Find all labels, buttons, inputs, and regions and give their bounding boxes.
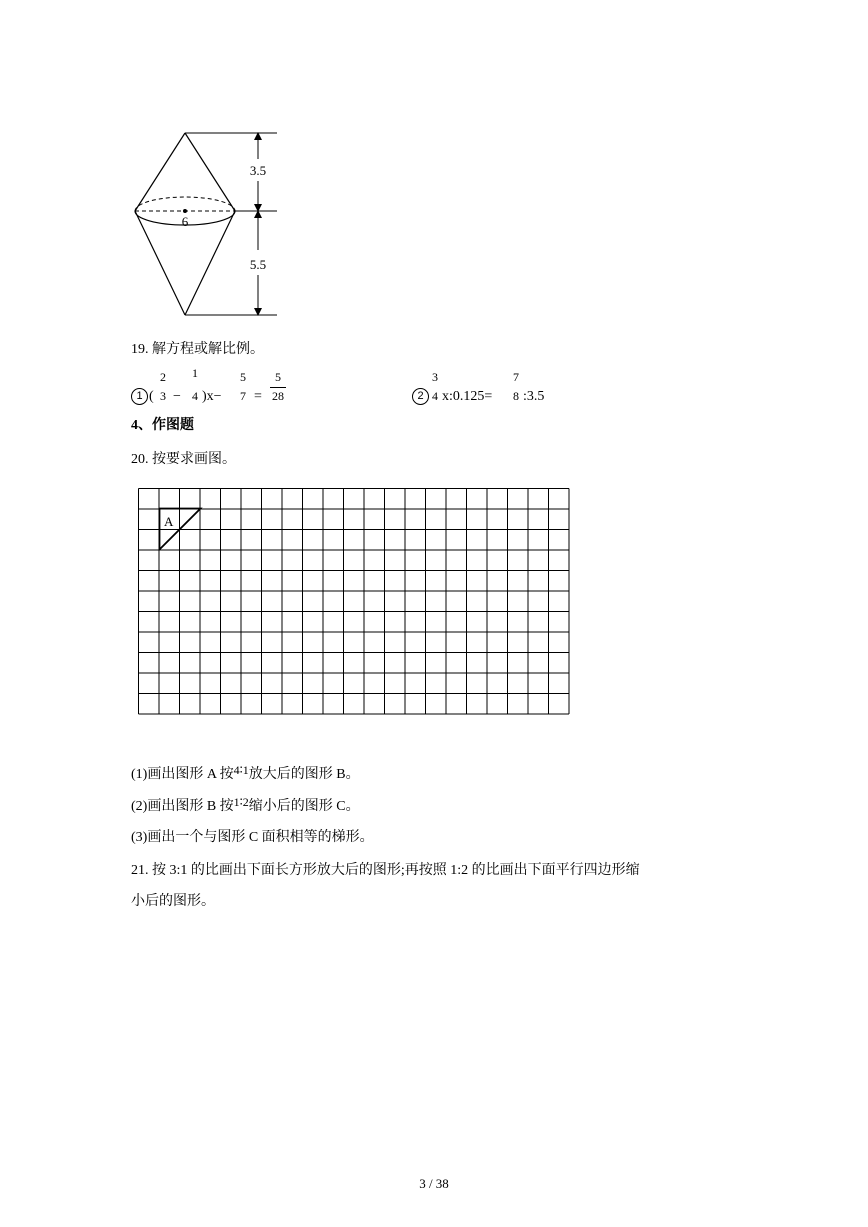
cone-edge <box>135 211 185 315</box>
center-point <box>183 209 187 213</box>
fraction-numerator: 5 <box>240 370 246 384</box>
paren-close-x-minus: )x− <box>202 389 222 404</box>
fraction-numerator: 7 <box>513 370 519 384</box>
section-4-title: 4、作图题 <box>131 418 194 433</box>
bottom-height-label: 5.5 <box>249 257 267 272</box>
diameter-label: 6 <box>181 214 189 229</box>
q20-title: 20. 按要求画图。 <box>131 452 236 467</box>
fraction-denominator: 7 <box>240 389 246 403</box>
fraction-denominator: 3 <box>160 389 166 403</box>
fraction-denominator: 8 <box>513 389 519 403</box>
ratio-middle: x:0.125= <box>442 389 493 404</box>
grid-lines <box>139 489 570 715</box>
q20-item-3-text: (3)画出一个与图形 C 面积相等的梯形。 <box>131 830 374 845</box>
q19-equation-2 <box>412 366 582 410</box>
q20-item-3 <box>131 829 374 847</box>
shape-a-label: A <box>164 514 174 529</box>
fraction-numerator: 1 <box>192 366 198 380</box>
q20-item-2 <box>131 797 360 816</box>
fraction-numerator: 2 <box>160 370 166 384</box>
double-cone-figure <box>125 125 285 325</box>
fraction-bar <box>270 387 286 388</box>
circled-number: 1 <box>131 388 148 405</box>
fraction-denominator: 4 <box>432 389 438 403</box>
ratio-tail: :3.5 <box>523 389 545 404</box>
q20-item-1-ratio: 4∶1 <box>233 763 249 777</box>
top-height-label: 3.5 <box>249 163 267 178</box>
q21-line-2: 小后的图形。 <box>131 894 215 909</box>
q20-item-2-suffix: 缩小后的图形 C。 <box>248 799 360 814</box>
q19-title: 19. 解方程或解比例。 <box>131 342 264 357</box>
drawing-grid[interactable] <box>137 487 575 717</box>
paren-open: ( <box>149 389 154 404</box>
circled-number: 2 <box>412 388 429 405</box>
q20-item-2-ratio: 1∶2 <box>233 795 249 809</box>
minus-sign: − <box>173 389 181 404</box>
page-number: 3 / 38 <box>419 1176 449 1191</box>
fraction-numerator: 5 <box>275 370 281 384</box>
q21-line-1: 21. 按 3:1 的比画出下面长方形放大后的图形;再按照 1:2 的比画出下面平行四边形缩 <box>131 863 640 878</box>
q20-item-2-prefix: (2)画出图形 B 按 <box>131 799 234 814</box>
equals-sign: = <box>254 389 262 404</box>
base-ellipse-back <box>135 197 235 211</box>
fraction-denominator: 28 <box>272 389 284 403</box>
q20-item-1-suffix: 放大后的图形 B。 <box>248 767 360 782</box>
fraction-denominator: 4 <box>192 389 198 403</box>
fraction-numerator: 3 <box>432 370 438 384</box>
q19-equation-1 <box>131 366 301 410</box>
q20-item-1 <box>131 765 360 784</box>
q20-item-1-prefix: (1)画出图形 A 按 <box>131 767 234 782</box>
cone-edge <box>185 211 235 315</box>
